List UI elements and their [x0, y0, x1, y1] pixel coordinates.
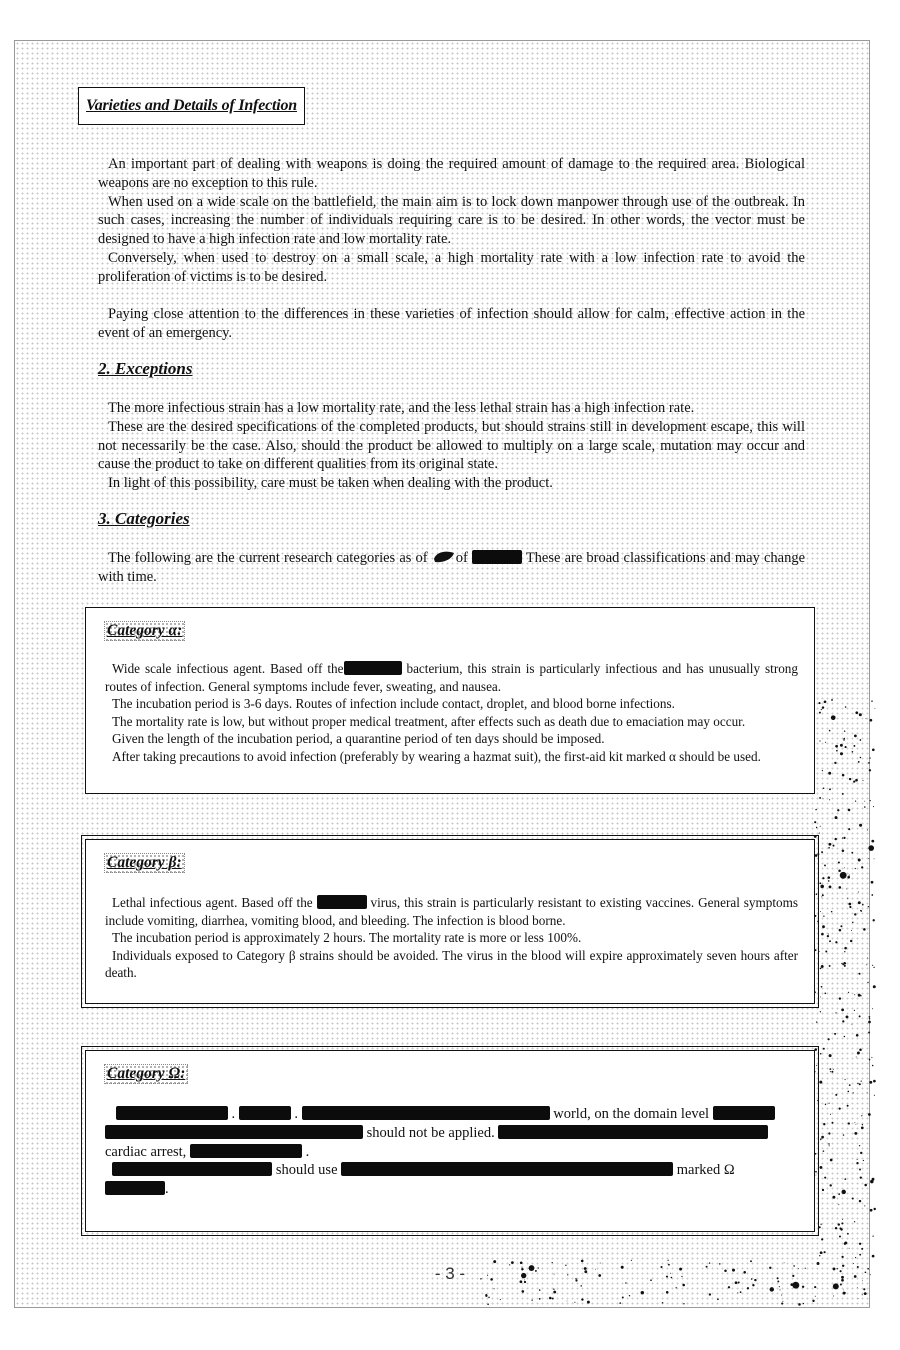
stain-speck [873, 806, 874, 807]
alpha-paragraph-1 [105, 660, 798, 695]
redaction-bar [498, 1125, 768, 1139]
redaction-bar [341, 1162, 673, 1176]
redaction-bar [302, 1106, 550, 1120]
redaction-bar [317, 895, 367, 909]
categories-intro [98, 549, 805, 587]
alpha-paragraph-5: After taking precautions to avoid infection (preferably by wearing a hazmat suit), the first-aid kit marked α should be used. [112, 748, 761, 764]
redaction-bar [105, 1181, 165, 1195]
beta-text-b: virus, this strain is particularly resistant to existing vaccines. General symptoms include vomiting, diarrhea, vomiting blood, and bleeding. The infection is blood borne. [105, 895, 799, 928]
category-alpha-title: Category α: [104, 621, 185, 641]
alpha-paragraph-3: The mortality rate is low, but without proper medical treatment, after effects such as death due to emaciation may occur. [112, 713, 746, 729]
categories-intro-paragraph [98, 549, 805, 587]
omega-line-3: cardiac arrest, . [105, 1143, 310, 1160]
stain-speck [870, 1209, 873, 1212]
redaction-bar [344, 661, 402, 675]
stain-speck [874, 708, 875, 709]
category-omega-title: Category Ω: [104, 1064, 188, 1084]
omega-line-4 [105, 1161, 798, 1180]
omega-line-5: . [105, 1180, 798, 1199]
alpha-text-a: Wide scale infectious agent. Based off the [112, 661, 344, 676]
intro-closing [98, 305, 805, 343]
beta-paragraph-2: The incubation period is approximately 2 hours. The mortality rate is more or less 100%. [112, 930, 582, 945]
redaction-bar [190, 1144, 302, 1158]
stain-speck [873, 919, 875, 921]
stain-speck [873, 1080, 876, 1083]
category-alpha-body [105, 660, 798, 765]
exceptions-paragraph-3: In light of this possibility, care must be taken when dealing with the product. [108, 475, 553, 492]
stain-speck [872, 1178, 875, 1181]
omega-fragment-2: should not be applied. [366, 1124, 495, 1141]
stain-speck [872, 1235, 873, 1236]
beta-paragraph-3: Individuals exposed to Category β strains should be avoided. The virus in the blood will expire approximately seven hours after death. [105, 947, 798, 980]
omega-line-1: . . world, on the domain level [105, 1105, 798, 1124]
category-omega-body [105, 1105, 798, 1199]
stain-speck [873, 985, 876, 988]
stain-speck [874, 858, 875, 859]
category-omega-box [85, 1050, 815, 1232]
stain-speck [873, 967, 874, 968]
stain-speck [872, 1255, 875, 1258]
categories-intro-text-b: of [455, 550, 468, 566]
intro-paragraph-3: Conversely, when used to destroy on a small scale, a high mortality rate with a low infection rate to avoid the proliferation of victims is to be desired. [98, 249, 805, 285]
page-title [78, 87, 305, 125]
alpha-paragraph-4: Given the length of the incubation period, a quarantine period of ten days should be imposed. [112, 731, 605, 746]
omega-line-2 [105, 1124, 798, 1143]
category-alpha-box [85, 607, 815, 794]
intro-section [98, 155, 805, 287]
ink-blot-icon [432, 550, 456, 564]
stain-speck [871, 700, 873, 702]
omega-fragment-1: world, on the domain level [553, 1106, 710, 1122]
stain-speck [871, 840, 874, 843]
stain-speck [872, 1065, 874, 1067]
intro-paragraph-4: Paying close attention to the differences in these varieties of infection should allow for calm, effective action in the event of an emergency. [98, 306, 805, 341]
alpha-paragraph-2: The incubation period is 3-6 days. Routes of infection include contact, droplet, and blood borne infections. [112, 696, 675, 711]
exceptions-paragraph-2: These are the desired specifications of the completed products, but should strains still in development escape, this will not necessarily be the case. Also, should the product be allowed to multiply on a large scale, mutation may occur and cause the product to take on different qualities from its original state. [98, 418, 805, 473]
stain-speck [872, 748, 875, 751]
redaction-bar [105, 1125, 363, 1139]
stain-speck [871, 1057, 872, 1058]
stain-speck [871, 881, 874, 884]
stain-speck [874, 1095, 875, 1096]
alpha-text-b: bacterium, this strain is particularly infectious and has unusually strong routes of infection. General symptoms include fever, sweating, and nausea. [105, 661, 798, 694]
redaction-bar [239, 1106, 291, 1120]
categories-intro-text-c: These are broad classifications and may change with time. [98, 550, 806, 585]
category-beta-box [85, 839, 815, 1004]
redaction-bar [116, 1106, 228, 1120]
beta-text-a: Lethal infectious agent. Based off the [112, 895, 313, 910]
omega-fragment-4: should use [275, 1162, 338, 1179]
page-title-text: Varieties and Details of Infection [86, 97, 297, 114]
exceptions-section [98, 399, 805, 493]
redaction-bar [472, 550, 522, 564]
stain-speck [873, 1208, 875, 1210]
beta-paragraph-1 [105, 894, 798, 929]
stain-speck [872, 965, 873, 966]
redaction-bar [112, 1162, 272, 1176]
stain-speck [871, 894, 873, 896]
section-heading-exceptions: 2. Exceptions [98, 359, 193, 378]
category-beta-title: Category β: [104, 853, 185, 873]
category-beta-body [105, 894, 798, 982]
intro-paragraph-1: An important part of dealing with weapons is doing the required amount of damage to the required area. Biological weapons are no exception to this rule. [98, 156, 805, 191]
intro-paragraph-2: When used on a wide scale on the battlefield, the main aim is to lock down manpower through use of the outbreak. In such cases, increasing the number of individuals requiring care is to be desired. In other words, the vector must be designed to have a high infection rate and low mortality rate. [98, 193, 805, 248]
page-number: - 3 - [434, 1264, 466, 1283]
omega-fragment-5: marked Ω [676, 1162, 735, 1179]
stain-speck [870, 1180, 873, 1183]
exceptions-paragraph-1: The more infectious strain has a low mortality rate, and the less lethal strain has a high infection rate. [108, 400, 695, 416]
omega-fragment-3: cardiac arrest, [105, 1143, 187, 1160]
categories-intro-text-a: The following are the current research categories as of [108, 550, 428, 566]
section-heading-categories: 3. Categories [98, 509, 190, 528]
stain-speck [872, 1008, 873, 1009]
redaction-bar [713, 1106, 775, 1120]
